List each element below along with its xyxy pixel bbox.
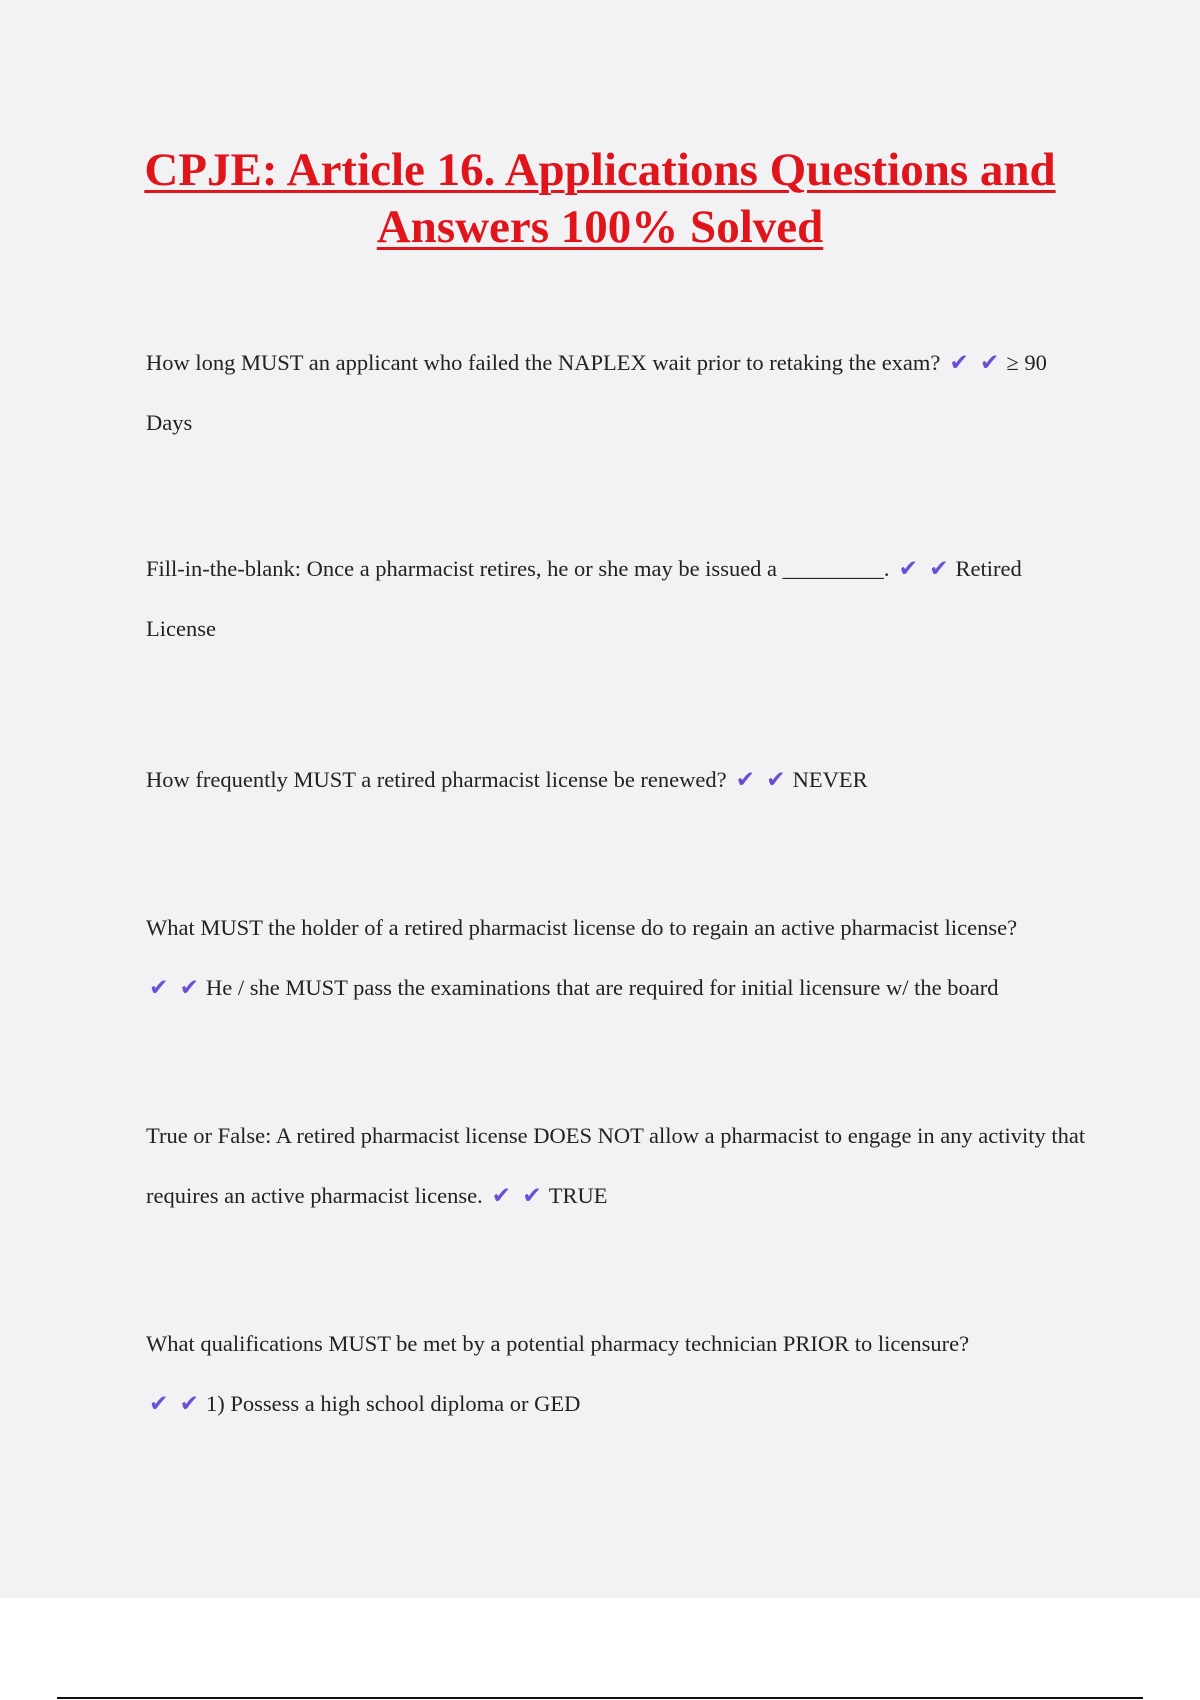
answer-text: ≥ 90 Days [146,350,1047,435]
footer-rule [57,1697,1143,1699]
question-text: How long MUST an applicant who failed the NAPLEX wait prior to retaking the exam? [146,350,941,375]
double-check-icon: ✔ ✔ [735,767,788,793]
qa-item-4 [146,898,1090,1018]
double-check-icon: ✔ ✔ [898,556,951,582]
answer-text: He / she MUST pass the examinations that are required for initial licensure w/ the board [206,975,999,1000]
question-text: How frequently MUST a retired pharmacist license be renewed? [146,767,727,792]
qa-item-3 [146,750,1090,810]
question-text: What MUST the holder of a retired pharmacist license do to regain an active pharmacist license? [146,915,1018,940]
qa-item-5 [146,1106,1090,1226]
title-line-2: Answers 100% Solved [376,201,824,253]
question-text: Fill-in-the-blank: Once a pharmacist retires, he or she may be issued a _________. [146,556,890,581]
question-text: What qualifications MUST be met by a potential pharmacy technician PRIOR to licensure? [146,1331,970,1356]
title-line-1: CPJE: Article 16. Applications Questions and [144,144,1056,196]
double-check-icon: ✔ ✔ [149,975,201,1001]
double-check-icon: ✔ ✔ [149,1391,201,1417]
question-text: True or False: A retired pharmacist license DOES NOT allow a pharmacist to engage in any activity that requires an active pharmacist license. [146,1123,1086,1208]
answer-text: TRUE [548,1183,608,1208]
page-bottom-margin [0,1598,1200,1700]
answer-text: NEVER [792,767,868,792]
answer-text: Retired License [146,556,1022,641]
qa-item-1 [146,333,1090,453]
qa-item-6 [146,1314,1090,1434]
document-title [100,142,1100,256]
double-check-icon: ✔ ✔ [949,350,1002,376]
qa-item-2 [146,539,1090,659]
double-check-icon: ✔ ✔ [491,1183,544,1209]
answer-text: 1) Possess a high school diploma or GED [206,1391,581,1416]
